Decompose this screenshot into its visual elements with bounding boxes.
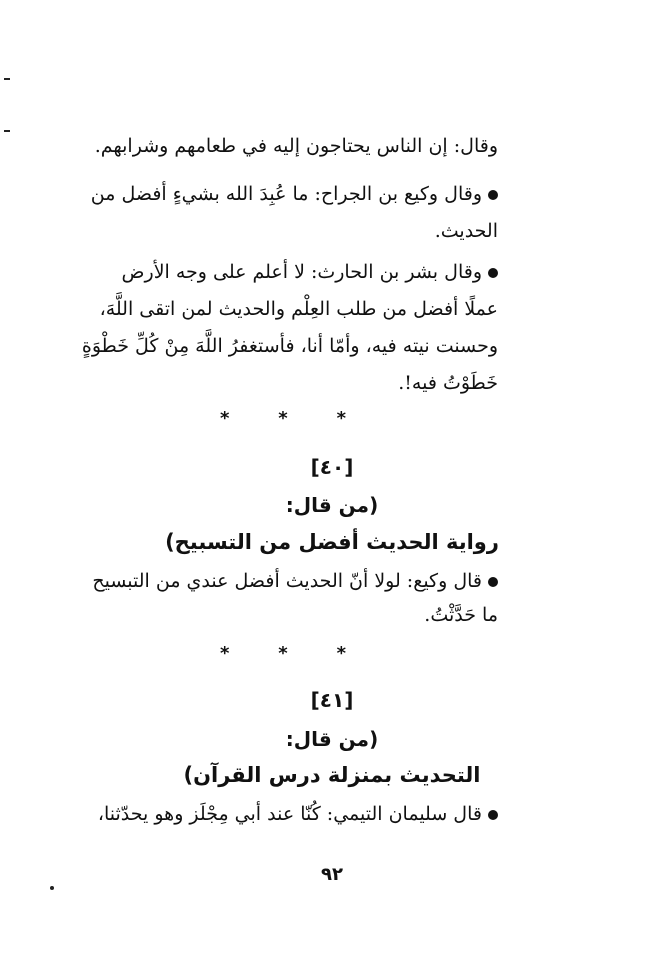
section-number: [٤٠] xyxy=(310,455,354,479)
scan-mark xyxy=(4,78,10,80)
bullet-icon xyxy=(488,577,498,587)
paragraph-line xyxy=(60,185,498,213)
paragraph-line: وقال: إن الناس يحتاجون إليه في طعامهم وشرابهم. xyxy=(94,135,498,157)
scan-dot xyxy=(50,886,54,890)
paragraph-line: وحسنت نيته فيه، وأمّا أنا، فأستغفرُ اللَّهَ مِنْ كُلِّ خَطْوَةٍ xyxy=(81,335,498,357)
star-icon: * xyxy=(220,643,230,664)
section-subtitle: (من قال: xyxy=(285,727,379,751)
paragraph-line xyxy=(60,805,498,833)
paragraph-line: الحديث. xyxy=(434,220,498,242)
paragraph-line xyxy=(60,572,498,600)
star-icon: * xyxy=(336,408,346,429)
paragraph-text: قال سليمان التيمي: كُنّا عند أبي مِجْلَز وهو يحدّثنا، xyxy=(97,803,482,825)
section-number: [٤١] xyxy=(310,688,354,712)
star-icon: * xyxy=(220,408,230,429)
paragraph-text: وقال بشر بن الحارث: لا أعلم على وجه الأرض xyxy=(121,261,482,283)
star-icon: * xyxy=(336,643,346,664)
paragraph-line: خَطَوْتُ فيه!. xyxy=(398,372,498,394)
page-number: ٩٢ xyxy=(321,864,343,885)
bullet-icon xyxy=(488,268,498,278)
bullet-icon xyxy=(488,810,498,820)
bullet-icon xyxy=(488,190,498,200)
paragraph-text: قال وكيع: لولا أنّ الحديث أفضل عندي من التبسيح xyxy=(92,570,482,592)
section-title: التحديث بمنزلة درس القرآن) xyxy=(183,763,481,787)
section-title: رواية الحديث أفضل من التسبيح) xyxy=(165,530,499,554)
star-separator xyxy=(220,408,346,429)
paragraph-text: وقال وكيع بن الجراح: ما عُبِدَ الله بشيءٍ أفضل من xyxy=(90,183,482,205)
scan-mark xyxy=(4,130,10,132)
star-icon: * xyxy=(278,408,288,429)
paragraph-line: ما حَدَّثْتُ. xyxy=(424,604,498,626)
star-separator xyxy=(220,643,346,664)
star-icon: * xyxy=(278,643,288,664)
paragraph-line: عملًا أفضل من طلب العِلْم والحديث لمن اتقى اللَّهَ، xyxy=(99,298,498,320)
section-subtitle: (من قال: xyxy=(285,493,379,517)
paragraph-line xyxy=(60,263,498,291)
